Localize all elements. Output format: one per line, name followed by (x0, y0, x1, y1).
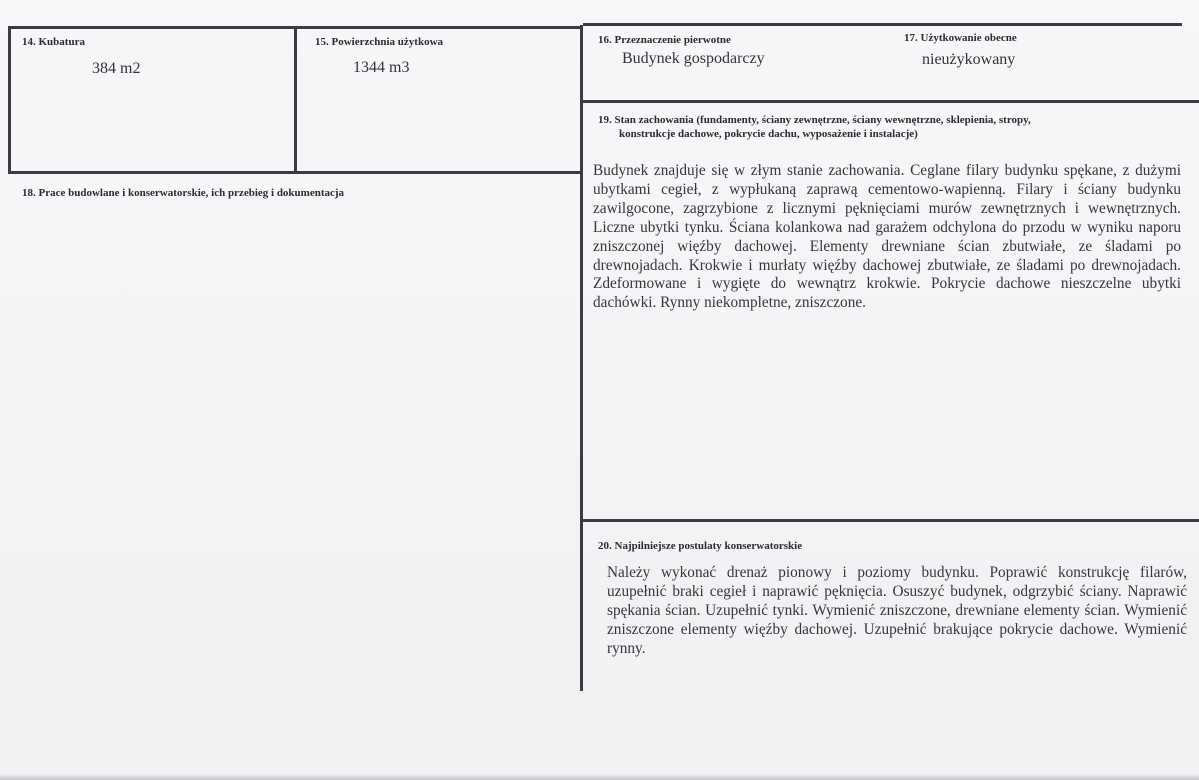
field-20-text: Należy wykonać drenaż pionowy i poziomy budynku. Poprawić konstrukcję filarów, uzupełnić braki cegieł i naprawić pęknięcia. Osuszyć budynek, odgrzybić ściany. Naprawić spękania ścian. Uzupełnić tynki. Wymienić zniszczone, drewniane elementy ścian. Wymienić zniszczone elementy więźby dachowej. Uzupełnić brakujące pokrycie dachowe. Wymienić rynny. (607, 564, 1187, 657)
field-17-value: nieużykowany (922, 51, 1016, 68)
divider-16-19 (583, 100, 1199, 103)
divider-14-15 (294, 27, 297, 173)
field-18-label: 18. Prace budowlane i konserwatorskie, ich przebieg i dokumentacja (22, 187, 345, 199)
field-16-value: Budynek gospodarczy (622, 50, 765, 67)
field-19-text: Budynek znajduje się w złym stanie zachowania. Ceglane filary budynku spękane, z dużymi ubytkami cegieł, z wypłukaną zaprawą cementowo-wapienną. Filary i ściany budynku zawilgocone, zagrzybione z licznymi pęknięciami murów zewnętrznych i wewnętrznych. Liczne ubytki tynku. Ściana kolankowa nad garażem odchylona do przodu w wyniku naporu zniszczonej więźby dachowej. Elementy drewniane ścian zbutwiałe, ze śladami po drewnojadach. Krokwie i murłaty więźby dachowej zbutwiałe, ze śladami po drewnojadach. Zdeformowane i wygięte do wewnątrz krokwie. Pokrycie dachowe nieszczelne ubytki dachówki. Rynny niekompletne, zniszczone. (593, 162, 1181, 312)
divider-left-horizontal (8, 171, 583, 174)
top-border-right (583, 23, 1182, 26)
field-19-label-line1: 19. Stan zachowania (fundamenty, ściany zewnętrzne, ściany wewnętrzne, sklepienia, stropy, (598, 114, 1031, 126)
field-15-label: 15. Powierzchnia użytkowa (315, 36, 444, 48)
field-14-label: 14. Kubatura (22, 36, 85, 48)
field-16-label: 16. Przeznaczenie pierwotne (598, 34, 731, 46)
card-edge-shadow (0, 774, 1199, 780)
field-14-value: 384 m2 (92, 60, 141, 77)
field-20-label: 20. Najpilniejsze postulaty konserwatorskie (598, 540, 803, 552)
left-border (8, 26, 11, 172)
center-vertical-divider (580, 25, 583, 691)
field-19-label-line2: konstrukcje dachowe, pokrycie dachu, wyposażenie i instalacje) (619, 128, 918, 140)
divider-19-20 (583, 519, 1199, 522)
field-17-label: 17. Użytkowanie obecne (904, 32, 1017, 44)
field-15-value: 1344 m3 (353, 59, 410, 76)
